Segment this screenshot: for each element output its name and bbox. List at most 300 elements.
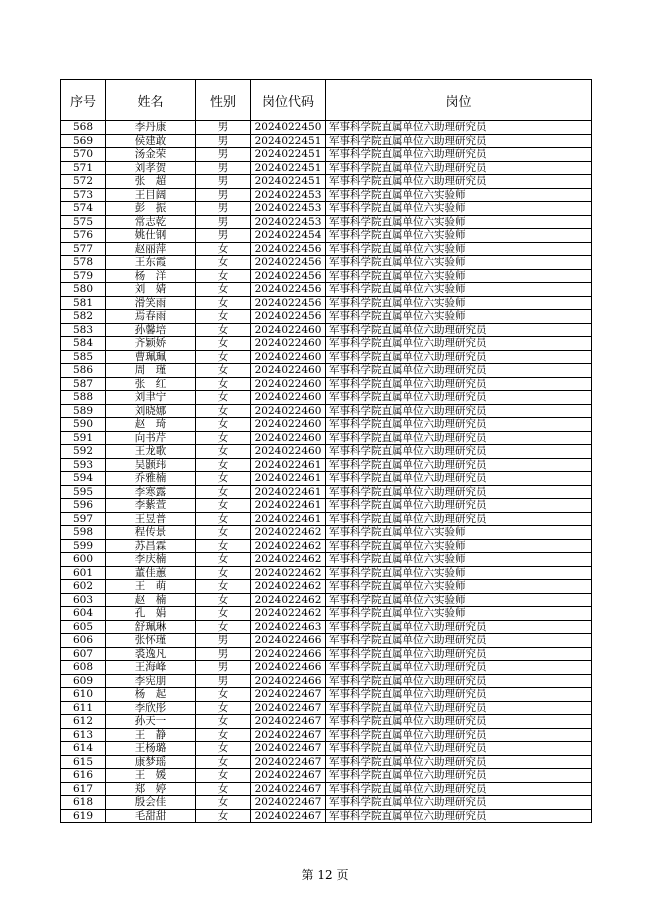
post-code-cell: 2024022453: [251, 215, 326, 229]
table-row: [61, 701, 592, 715]
header-name: 姓名: [106, 80, 196, 121]
post-cell: 军事科学院直属单位六助理研究员: [326, 161, 592, 175]
gender-cell: 男: [196, 188, 251, 202]
serial-cell: 592: [61, 445, 106, 459]
gender-cell: 女: [196, 283, 251, 297]
table-row: [61, 566, 592, 580]
post-cell: 军事科学院直属单位六助理研究员: [326, 323, 592, 337]
gender-cell: 女: [196, 580, 251, 594]
gender-cell: 女: [196, 715, 251, 729]
name-cell: 毛甜甜: [106, 809, 196, 823]
table-row: [61, 283, 592, 297]
gender-cell: 女: [196, 566, 251, 580]
post-code-cell: 2024022451: [251, 161, 326, 175]
post-cell: 军事科学院直属单位六助理研究员: [326, 175, 592, 189]
serial-cell: 581: [61, 296, 106, 310]
gender-cell: 女: [196, 242, 251, 256]
post-cell: 军事科学院直属单位六实验师: [326, 553, 592, 567]
table-row: [61, 755, 592, 769]
post-cell: 军事科学院直属单位六助理研究员: [326, 620, 592, 634]
serial-cell: 609: [61, 674, 106, 688]
page-number: 第 12 页: [301, 868, 349, 882]
post-cell: 军事科学院直属单位六实验师: [326, 607, 592, 621]
post-cell: 军事科学院直属单位六实验师: [326, 188, 592, 202]
serial-cell: 587: [61, 377, 106, 391]
table-row: [61, 647, 592, 661]
serial-cell: 608: [61, 661, 106, 675]
post-code-cell: 2024022461: [251, 472, 326, 486]
gender-cell: 女: [196, 256, 251, 270]
post-code-cell: 2024022456: [251, 256, 326, 270]
table-row: [61, 404, 592, 418]
post-code-cell: 2024022467: [251, 728, 326, 742]
gender-cell: 女: [196, 809, 251, 823]
post-cell: 军事科学院直属单位六助理研究员: [326, 647, 592, 661]
table-row: [61, 134, 592, 148]
table-row: [61, 634, 592, 648]
name-cell: 刘 婧: [106, 283, 196, 297]
gender-cell: 女: [196, 688, 251, 702]
post-cell: 军事科学院直属单位六实验师: [326, 580, 592, 594]
post-code-cell: 2024022456: [251, 283, 326, 297]
table-row: [61, 431, 592, 445]
gender-cell: 女: [196, 526, 251, 540]
table-row: [61, 458, 592, 472]
serial-cell: 586: [61, 364, 106, 378]
name-cell: 滑笑雨: [106, 296, 196, 310]
post-cell: 军事科学院直属单位六助理研究员: [326, 634, 592, 648]
table-row: [61, 809, 592, 823]
post-cell: 军事科学院直属单位六助理研究员: [326, 755, 592, 769]
name-cell: 李寒露: [106, 485, 196, 499]
table-row: [61, 202, 592, 216]
name-cell: 李丹康: [106, 121, 196, 135]
gender-cell: 女: [196, 377, 251, 391]
table-row: [61, 215, 592, 229]
gender-cell: 男: [196, 148, 251, 162]
name-cell: 刘聿宁: [106, 391, 196, 405]
gender-cell: 女: [196, 499, 251, 513]
serial-cell: 591: [61, 431, 106, 445]
post-code-cell: 2024022460: [251, 431, 326, 445]
serial-cell: 607: [61, 647, 106, 661]
post-code-cell: 2024022460: [251, 323, 326, 337]
post-code-cell: 2024022460: [251, 404, 326, 418]
post-cell: 军事科学院直属单位六助理研究员: [326, 688, 592, 702]
table-row: [61, 512, 592, 526]
post-code-cell: 2024022460: [251, 350, 326, 364]
gender-cell: 女: [196, 593, 251, 607]
name-cell: 姚仕钢: [106, 229, 196, 243]
name-cell: 王昱普: [106, 512, 196, 526]
name-cell: 乔雅楠: [106, 472, 196, 486]
serial-cell: 589: [61, 404, 106, 418]
post-cell: 军事科学院直属单位六助理研究员: [326, 674, 592, 688]
post-cell: 军事科学院直属单位六助理研究员: [326, 431, 592, 445]
post-cell: 军事科学院直属单位六实验师: [326, 539, 592, 553]
serial-cell: 614: [61, 742, 106, 756]
gender-cell: 女: [196, 269, 251, 283]
gender-cell: 女: [196, 350, 251, 364]
serial-cell: 572: [61, 175, 106, 189]
post-code-cell: 2024022462: [251, 566, 326, 580]
post-cell: 军事科学院直属单位六实验师: [326, 202, 592, 216]
table-row: [61, 391, 592, 405]
gender-cell: 女: [196, 445, 251, 459]
header-serial: 序号: [61, 80, 106, 121]
gender-cell: 女: [196, 364, 251, 378]
post-code-cell: 2024022460: [251, 391, 326, 405]
gender-cell: 男: [196, 229, 251, 243]
name-cell: 赵丽萍: [106, 242, 196, 256]
serial-cell: 616: [61, 769, 106, 783]
gender-cell: 女: [196, 553, 251, 567]
table-row: [61, 661, 592, 675]
name-cell: 李宪朋: [106, 674, 196, 688]
table-row: [61, 728, 592, 742]
post-cell: 军事科学院直属单位六实验师: [326, 242, 592, 256]
gender-cell: 男: [196, 121, 251, 135]
name-cell: 王 媛: [106, 769, 196, 783]
name-cell: 赵 楠: [106, 593, 196, 607]
post-cell: 军事科学院直属单位六实验师: [326, 310, 592, 324]
post-cell: 军事科学院直属单位六助理研究员: [326, 404, 592, 418]
gender-cell: 男: [196, 161, 251, 175]
post-cell: 军事科学院直属单位六助理研究员: [326, 472, 592, 486]
table-row: [61, 350, 592, 364]
gender-cell: 男: [196, 634, 251, 648]
gender-cell: 男: [196, 647, 251, 661]
post-cell: 军事科学院直属单位六助理研究员: [326, 728, 592, 742]
post-code-cell: 2024022467: [251, 742, 326, 756]
post-cell: 军事科学院直属单位六助理研究员: [326, 377, 592, 391]
table-row: [61, 296, 592, 310]
post-code-cell: 2024022462: [251, 539, 326, 553]
post-code-cell: 2024022460: [251, 337, 326, 351]
post-cell: 军事科学院直属单位六助理研究员: [326, 350, 592, 364]
serial-cell: 610: [61, 688, 106, 702]
post-code-cell: 2024022467: [251, 701, 326, 715]
gender-cell: 男: [196, 661, 251, 675]
name-cell: 殷会佳: [106, 796, 196, 810]
gender-cell: 女: [196, 337, 251, 351]
post-cell: 军事科学院直属单位六助理研究员: [326, 769, 592, 783]
post-code-cell: 2024022460: [251, 418, 326, 432]
name-cell: 张怀瑾: [106, 634, 196, 648]
name-cell: 常志乾: [106, 215, 196, 229]
post-code-cell: 2024022453: [251, 188, 326, 202]
post-code-cell: 2024022462: [251, 607, 326, 621]
gender-cell: 女: [196, 728, 251, 742]
post-cell: 军事科学院直属单位六实验师: [326, 215, 592, 229]
post-cell: 军事科学院直属单位六助理研究员: [326, 742, 592, 756]
post-code-cell: 2024022456: [251, 310, 326, 324]
name-cell: 王东霞: [106, 256, 196, 270]
post-code-cell: 2024022456: [251, 269, 326, 283]
post-code-cell: 2024022460: [251, 377, 326, 391]
serial-cell: 596: [61, 499, 106, 513]
post-cell: 军事科学院直属单位六助理研究员: [326, 661, 592, 675]
serial-cell: 571: [61, 161, 106, 175]
post-cell: 军事科学院直属单位六助理研究员: [326, 445, 592, 459]
post-cell: 军事科学院直属单位六实验师: [326, 296, 592, 310]
post-cell: 军事科学院直属单位六助理研究员: [326, 782, 592, 796]
post-cell: 军事科学院直属单位六助理研究员: [326, 418, 592, 432]
name-cell: 张 超: [106, 175, 196, 189]
serial-cell: 597: [61, 512, 106, 526]
gender-cell: 男: [196, 215, 251, 229]
table-row: [61, 769, 592, 783]
name-cell: 赵 琦: [106, 418, 196, 432]
table-row: [61, 688, 592, 702]
post-code-cell: 2024022451: [251, 148, 326, 162]
gender-cell: 女: [196, 769, 251, 783]
table-row: [61, 742, 592, 756]
post-code-cell: 2024022462: [251, 526, 326, 540]
table-row: [61, 674, 592, 688]
post-code-cell: 2024022467: [251, 782, 326, 796]
table-row: [61, 188, 592, 202]
serial-cell: 605: [61, 620, 106, 634]
gender-cell: 女: [196, 796, 251, 810]
serial-cell: 604: [61, 607, 106, 621]
gender-cell: 女: [196, 310, 251, 324]
name-cell: 裘逸凡: [106, 647, 196, 661]
post-cell: 军事科学院直属单位六助理研究员: [326, 458, 592, 472]
post-code-cell: 2024022466: [251, 674, 326, 688]
serial-cell: 595: [61, 485, 106, 499]
name-cell: 李庆楠: [106, 553, 196, 567]
post-cell: 军事科学院直属单位六助理研究员: [326, 337, 592, 351]
name-cell: 刘晓娜: [106, 404, 196, 418]
name-cell: 李欣彤: [106, 701, 196, 715]
gender-cell: 女: [196, 539, 251, 553]
serial-cell: 590: [61, 418, 106, 432]
serial-cell: 576: [61, 229, 106, 243]
post-cell: 军事科学院直属单位六助理研究员: [326, 796, 592, 810]
serial-cell: 598: [61, 526, 106, 540]
post-code-cell: 2024022467: [251, 715, 326, 729]
gender-cell: 女: [196, 323, 251, 337]
serial-cell: 582: [61, 310, 106, 324]
table-row: [61, 715, 592, 729]
table-row: [61, 229, 592, 243]
name-cell: 董佳蕙: [106, 566, 196, 580]
table-header-row: [61, 80, 592, 121]
serial-cell: 570: [61, 148, 106, 162]
table-row: [61, 242, 592, 256]
post-code-cell: 2024022466: [251, 647, 326, 661]
name-cell: 王 萌: [106, 580, 196, 594]
serial-cell: 573: [61, 188, 106, 202]
name-cell: 王龙歌: [106, 445, 196, 459]
gender-cell: 女: [196, 782, 251, 796]
name-cell: 康梦瑶: [106, 755, 196, 769]
header-gender: 性别: [196, 80, 251, 121]
post-cell: 军事科学院直属单位六实验师: [326, 283, 592, 297]
serial-cell: 583: [61, 323, 106, 337]
table-row: [61, 175, 592, 189]
serial-cell: 615: [61, 755, 106, 769]
post-code-cell: 2024022453: [251, 202, 326, 216]
serial-cell: 618: [61, 796, 106, 810]
post-cell: 军事科学院直属单位六助理研究员: [326, 391, 592, 405]
serial-cell: 613: [61, 728, 106, 742]
name-cell: 杨 洋: [106, 269, 196, 283]
table-row: [61, 418, 592, 432]
serial-cell: 594: [61, 472, 106, 486]
gender-cell: 女: [196, 404, 251, 418]
serial-cell: 579: [61, 269, 106, 283]
serial-cell: 593: [61, 458, 106, 472]
table-row: [61, 607, 592, 621]
serial-cell: 603: [61, 593, 106, 607]
name-cell: 周 瑾: [106, 364, 196, 378]
post-cell: 军事科学院直属单位六助理研究员: [326, 121, 592, 135]
post-code-cell: 2024022460: [251, 445, 326, 459]
name-cell: 王杨璐: [106, 742, 196, 756]
post-code-cell: 2024022462: [251, 593, 326, 607]
post-cell: 军事科学院直属单位六实验师: [326, 566, 592, 580]
name-cell: 吴颢玮: [106, 458, 196, 472]
name-cell: 孔 娟: [106, 607, 196, 621]
gender-cell: 女: [196, 431, 251, 445]
post-cell: 军事科学院直属单位六助理研究员: [326, 512, 592, 526]
post-code-cell: 2024022466: [251, 634, 326, 648]
post-cell: 军事科学院直属单位六实验师: [326, 526, 592, 540]
gender-cell: 女: [196, 472, 251, 486]
serial-cell: 574: [61, 202, 106, 216]
gender-cell: 女: [196, 418, 251, 432]
gender-cell: 男: [196, 175, 251, 189]
table-row: [61, 364, 592, 378]
serial-cell: 606: [61, 634, 106, 648]
name-cell: 杨 起: [106, 688, 196, 702]
gender-cell: 男: [196, 674, 251, 688]
post-cell: 军事科学院直属单位六助理研究员: [326, 715, 592, 729]
table-row: [61, 796, 592, 810]
serial-cell: 600: [61, 553, 106, 567]
post-code-cell: 2024022451: [251, 175, 326, 189]
serial-cell: 617: [61, 782, 106, 796]
table-row: [61, 161, 592, 175]
name-cell: 郑 婷: [106, 782, 196, 796]
serial-cell: 619: [61, 809, 106, 823]
serial-cell: 585: [61, 350, 106, 364]
serial-cell: 601: [61, 566, 106, 580]
table-row: [61, 580, 592, 594]
post-code-cell: 2024022450: [251, 121, 326, 135]
post-cell: 军事科学院直属单位六助理研究员: [326, 148, 592, 162]
post-code-cell: 2024022456: [251, 296, 326, 310]
gender-cell: 女: [196, 391, 251, 405]
serial-cell: 599: [61, 539, 106, 553]
post-code-cell: 2024022461: [251, 499, 326, 513]
post-cell: 军事科学院直属单位六实验师: [326, 229, 592, 243]
post-code-cell: 2024022456: [251, 242, 326, 256]
header-post-code: 岗位代码: [251, 80, 326, 121]
gender-cell: 女: [196, 755, 251, 769]
post-code-cell: 2024022462: [251, 553, 326, 567]
post-code-cell: 2024022461: [251, 512, 326, 526]
table-row: [61, 310, 592, 324]
table-row: [61, 337, 592, 351]
name-cell: 侯建敢: [106, 134, 196, 148]
post-cell: 军事科学院直属单位六助理研究员: [326, 134, 592, 148]
post-cell: 军事科学院直属单位六助理研究员: [326, 701, 592, 715]
serial-cell: 584: [61, 337, 106, 351]
gender-cell: 女: [196, 620, 251, 634]
post-code-cell: 2024022461: [251, 458, 326, 472]
table-row: [61, 553, 592, 567]
post-code-cell: 2024022454: [251, 229, 326, 243]
gender-cell: 女: [196, 296, 251, 310]
name-cell: 苏昌霖: [106, 539, 196, 553]
post-code-cell: 2024022461: [251, 485, 326, 499]
serial-cell: 580: [61, 283, 106, 297]
table-row: [61, 485, 592, 499]
name-cell: 齐颖娇: [106, 337, 196, 351]
table-row: [61, 377, 592, 391]
name-cell: 孙馨培: [106, 323, 196, 337]
table-row: [61, 472, 592, 486]
serial-cell: 569: [61, 134, 106, 148]
table-row: [61, 782, 592, 796]
post-cell: 军事科学院直属单位六助理研究员: [326, 499, 592, 513]
table-row: [61, 539, 592, 553]
name-cell: 李紫萱: [106, 499, 196, 513]
name-cell: 向书芹: [106, 431, 196, 445]
post-cell: 军事科学院直属单位六实验师: [326, 269, 592, 283]
post-code-cell: 2024022460: [251, 364, 326, 378]
header-post: 岗位: [326, 80, 592, 121]
serial-cell: 588: [61, 391, 106, 405]
gender-cell: 女: [196, 485, 251, 499]
name-cell: 彭 振: [106, 202, 196, 216]
table-row: [61, 323, 592, 337]
name-cell: 王 静: [106, 728, 196, 742]
post-code-cell: 2024022467: [251, 769, 326, 783]
gender-cell: 女: [196, 512, 251, 526]
serial-cell: 578: [61, 256, 106, 270]
table-row: [61, 148, 592, 162]
table-row: [61, 593, 592, 607]
name-cell: 舒珮琳: [106, 620, 196, 634]
serial-cell: 568: [61, 121, 106, 135]
gender-cell: 女: [196, 701, 251, 715]
table-row: [61, 526, 592, 540]
post-code-cell: 2024022467: [251, 796, 326, 810]
table-row: [61, 499, 592, 513]
post-cell: 军事科学院直属单位六助理研究员: [326, 809, 592, 823]
name-cell: 刘孝贺: [106, 161, 196, 175]
table-row: [61, 269, 592, 283]
roster-table: [60, 79, 592, 823]
post-cell: 军事科学院直属单位六实验师: [326, 256, 592, 270]
post-cell: 军事科学院直属单位六实验师: [326, 593, 592, 607]
post-code-cell: 2024022467: [251, 688, 326, 702]
table-row: [61, 620, 592, 634]
gender-cell: 女: [196, 607, 251, 621]
serial-cell: 602: [61, 580, 106, 594]
post-code-cell: 2024022467: [251, 809, 326, 823]
post-code-cell: 2024022463: [251, 620, 326, 634]
name-cell: 曹珮珮: [106, 350, 196, 364]
name-cell: 程传景: [106, 526, 196, 540]
gender-cell: 女: [196, 742, 251, 756]
table-row: [61, 256, 592, 270]
name-cell: 孙天一: [106, 715, 196, 729]
